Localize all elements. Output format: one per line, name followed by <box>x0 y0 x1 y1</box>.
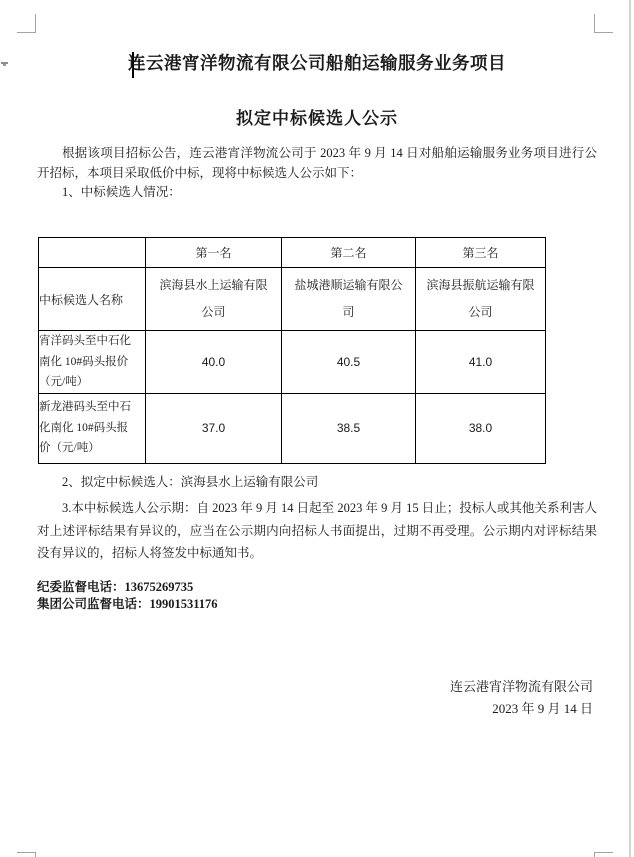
table-header-cell-second: 第二名 <box>282 238 416 268</box>
label-line: 宵洋码头至中石化 <box>39 335 131 347</box>
crop-mark-top-left <box>17 14 36 33</box>
table-value-cell: 41.0 <box>416 331 546 394</box>
table-value-cell: 37.0 <box>146 393 282 463</box>
label-line: 南化 10#码头报价 <box>39 355 129 368</box>
company-name-line: 公司 <box>201 305 226 319</box>
company-name-line: 公司 <box>468 305 493 319</box>
label-line: 价（元/吨） <box>39 442 100 455</box>
signature-date: 2023 年 9 月 14 日 <box>492 701 593 716</box>
company-name-line: 司 <box>342 305 355 319</box>
table-header-cell-third: 第三名 <box>416 238 546 268</box>
table-value-cell <box>416 268 546 331</box>
document-title: 连云港宵洋物流有限公司船舶运输服务业务项目 <box>128 53 506 73</box>
group-supervision-phone: 集团公司监督电话：19901531176 <box>37 597 218 611</box>
crop-mark-bottom-right <box>594 852 613 857</box>
table-value-cell <box>146 268 282 331</box>
table-label-cell <box>39 393 146 463</box>
label-line: （元/吨） <box>39 376 89 388</box>
company-name-line: 盐城港顺运输有限公 <box>294 278 403 292</box>
document-subtitle: 拟定中标候选人公示 <box>236 109 398 128</box>
table-header-cell-first: 第一名 <box>146 238 282 268</box>
table-value-cell: 38.5 <box>282 393 416 463</box>
table-row-price-xiaoyang <box>39 331 546 394</box>
section-2-text: 2、拟定中标候选人：滨海县水上运输有限公司 <box>62 475 319 489</box>
label-line: 化南化 10#码头报 <box>39 421 129 434</box>
crop-mark-bottom-left <box>17 852 36 857</box>
signature-company: 连云港宵洋物流有限公司 <box>449 679 593 694</box>
section-1-heading: 1、中标候选人情况： <box>62 185 181 199</box>
table-label-cell <box>39 331 146 394</box>
table-value-cell: 38.0 <box>416 393 546 463</box>
section-3-paragraph: 3.本中标候选人公示期：自 2023 年 9 月 14 日起至 2023 年 9 月 15 日止；投标人或其他关系利害人对上述评标结果有异议的，应当在公示期内向招标人书面提出，过期不再受理。公示期内对评标结果没有异议的，招标人将签发中标通知书。 <box>37 501 597 560</box>
intro-paragraph: 根据该项目招标公告，连云港宵洋物流公司于 2023 年 9 月 14 日对船舶运输服务业务项目进行公开招标，本项目采取低价中标，现将中标候选人公示如下： <box>37 146 597 180</box>
table-value-cell: 40.0 <box>146 331 282 394</box>
label-line: 新龙港码头至中石 <box>39 401 131 414</box>
signature-block <box>450 676 593 720</box>
company-name-line: 滨海县振航运输有限 <box>426 278 535 292</box>
company-name-line: 滨海县水上运输有限 <box>159 278 268 292</box>
table-label-cell: 中标候选人名称 <box>39 268 146 331</box>
discipline-supervision-phone: 纪委监督电话：13675269735 <box>37 580 194 594</box>
table-row-price-xinlonggang <box>39 393 546 463</box>
table-value-cell <box>282 268 416 331</box>
table-value-cell: 40.5 <box>282 331 416 394</box>
table-header-cell-blank <box>39 238 146 268</box>
candidates-table <box>38 237 546 464</box>
table-header-row <box>39 238 546 268</box>
table-row-candidate-names <box>39 268 546 331</box>
crop-mark-top-right <box>594 14 613 33</box>
